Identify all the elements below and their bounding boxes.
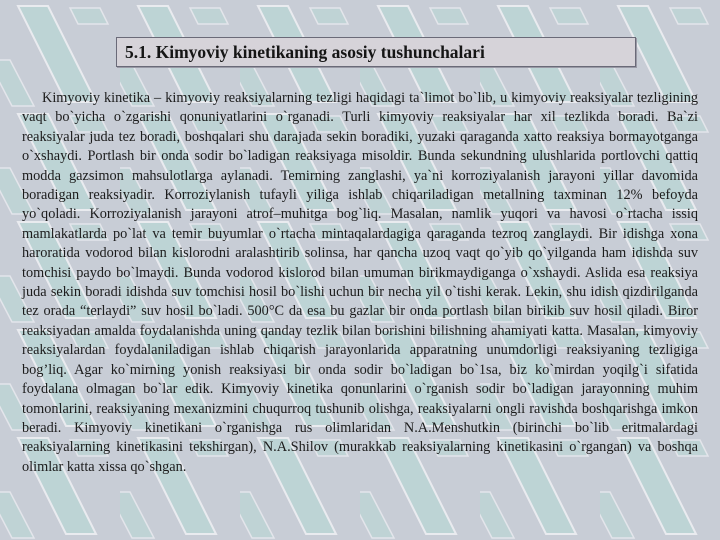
section-title: 5.1. Kimyoviy kinetikaning asosiy tushunchalari [125,42,485,62]
body-paragraph: Kimyoviy kinetika – kimyoviy reaksiyalarning tezligi haqidagi ta`limot bo`lib, u kimyoviy reaksiyalar tezligining vaqt bo`yicha o`zgarishi qonuniyatlarini o`rganadi. Turli kimyoviy reaksiyalar har xil tezlikda boradi. Ba`zi reaksiyalar juda tez boradi, boshqalari shu darajada sekin boradiki, yuzaki qaraganda xatto reaksiya bormayotganga o`xshaydi. Portlash bir onda sodir bo`ladigan reaksiyaga misoldir. Bunda sekundning ulushlarida portlovchi qattiq modda gazsimon mahsulotlarga aylanadi. Temirning zanglashi, ya`ni korroziyalanish jarayoni yillar davomida boradigan reaksiyadir. Korroziylanish tufayli yiliga ishlab chiqariladigan metallning taxminan 12% befoyda yo`qoladi. Korroziyalanish jarayoni atrof–muhitga bog`liq. Masalan, namlik yuqori va havosi o`rtacha issiq mamlakatlarda po`lat va temir buyumlar o`rtacha mintaqalardagiga qaraganda tezroq zanglaydi. Bir idishga xona haroratida vodorod bilan kislorodni aralashtirib solinsa, har qancha uzoq vaqt qo`yib qo`yilganda ham idishda suv tomchisi paydo bo`lmaydi. Bunda vodorod kislorod bilan umuman birikmaydiganga o`xshaydi. Aslida esa reaksiya juda sekin boradi idishda suv tomchisi hosil bo`lishi uchun bir necha yil o`tishi kerak. Lekin, shu idish qizdirilganda tez orada “terlaydi” suv hosil bo`ladi. 500°C da esa bu gazlar bir onda portlash bilan birikib suv hosil qiladi. Biror reaksiyadan amalda foydalanishda uning qanday tezlik bilan borishini bilishning ahamiyati katta. Masalan, kimyoviy reaksiyalardan foydalaniladigan ishlab chiqarish jarayonlarida apparatning unumdorligi reaksiyaning tezligiga bog’liq. Agar ko`mirning yonish reaksiyasi bir onda sodir bo`ladigan bo`1sa, biz ko`mirdan yoqilg`i sifatida foydalana olmagan bo`lar edik. Kimyoviy kinetika qonunlarini o`rganish sodir bo`ladigan jarayonning muhim tomonlarini, reaksiyaning mexanizmini chuqurroq tushunib olishga, reaksiyalarni ongli ravishda boshqarishga imkon beradi. Kimyoviy kinetikani o`rganishga rus olimlaridan N.A.Menshutkin (birinchi bo`lib eritmalardagi reaksiyalarning kinetikasini tekshirgan), N.A.Shilov (murakkab reaksiyalarning kinetikasini o`rgangan) va boshqa olimlar katta xissa qo`shgan. [22,90,698,475]
section-title-box [116,37,636,67]
